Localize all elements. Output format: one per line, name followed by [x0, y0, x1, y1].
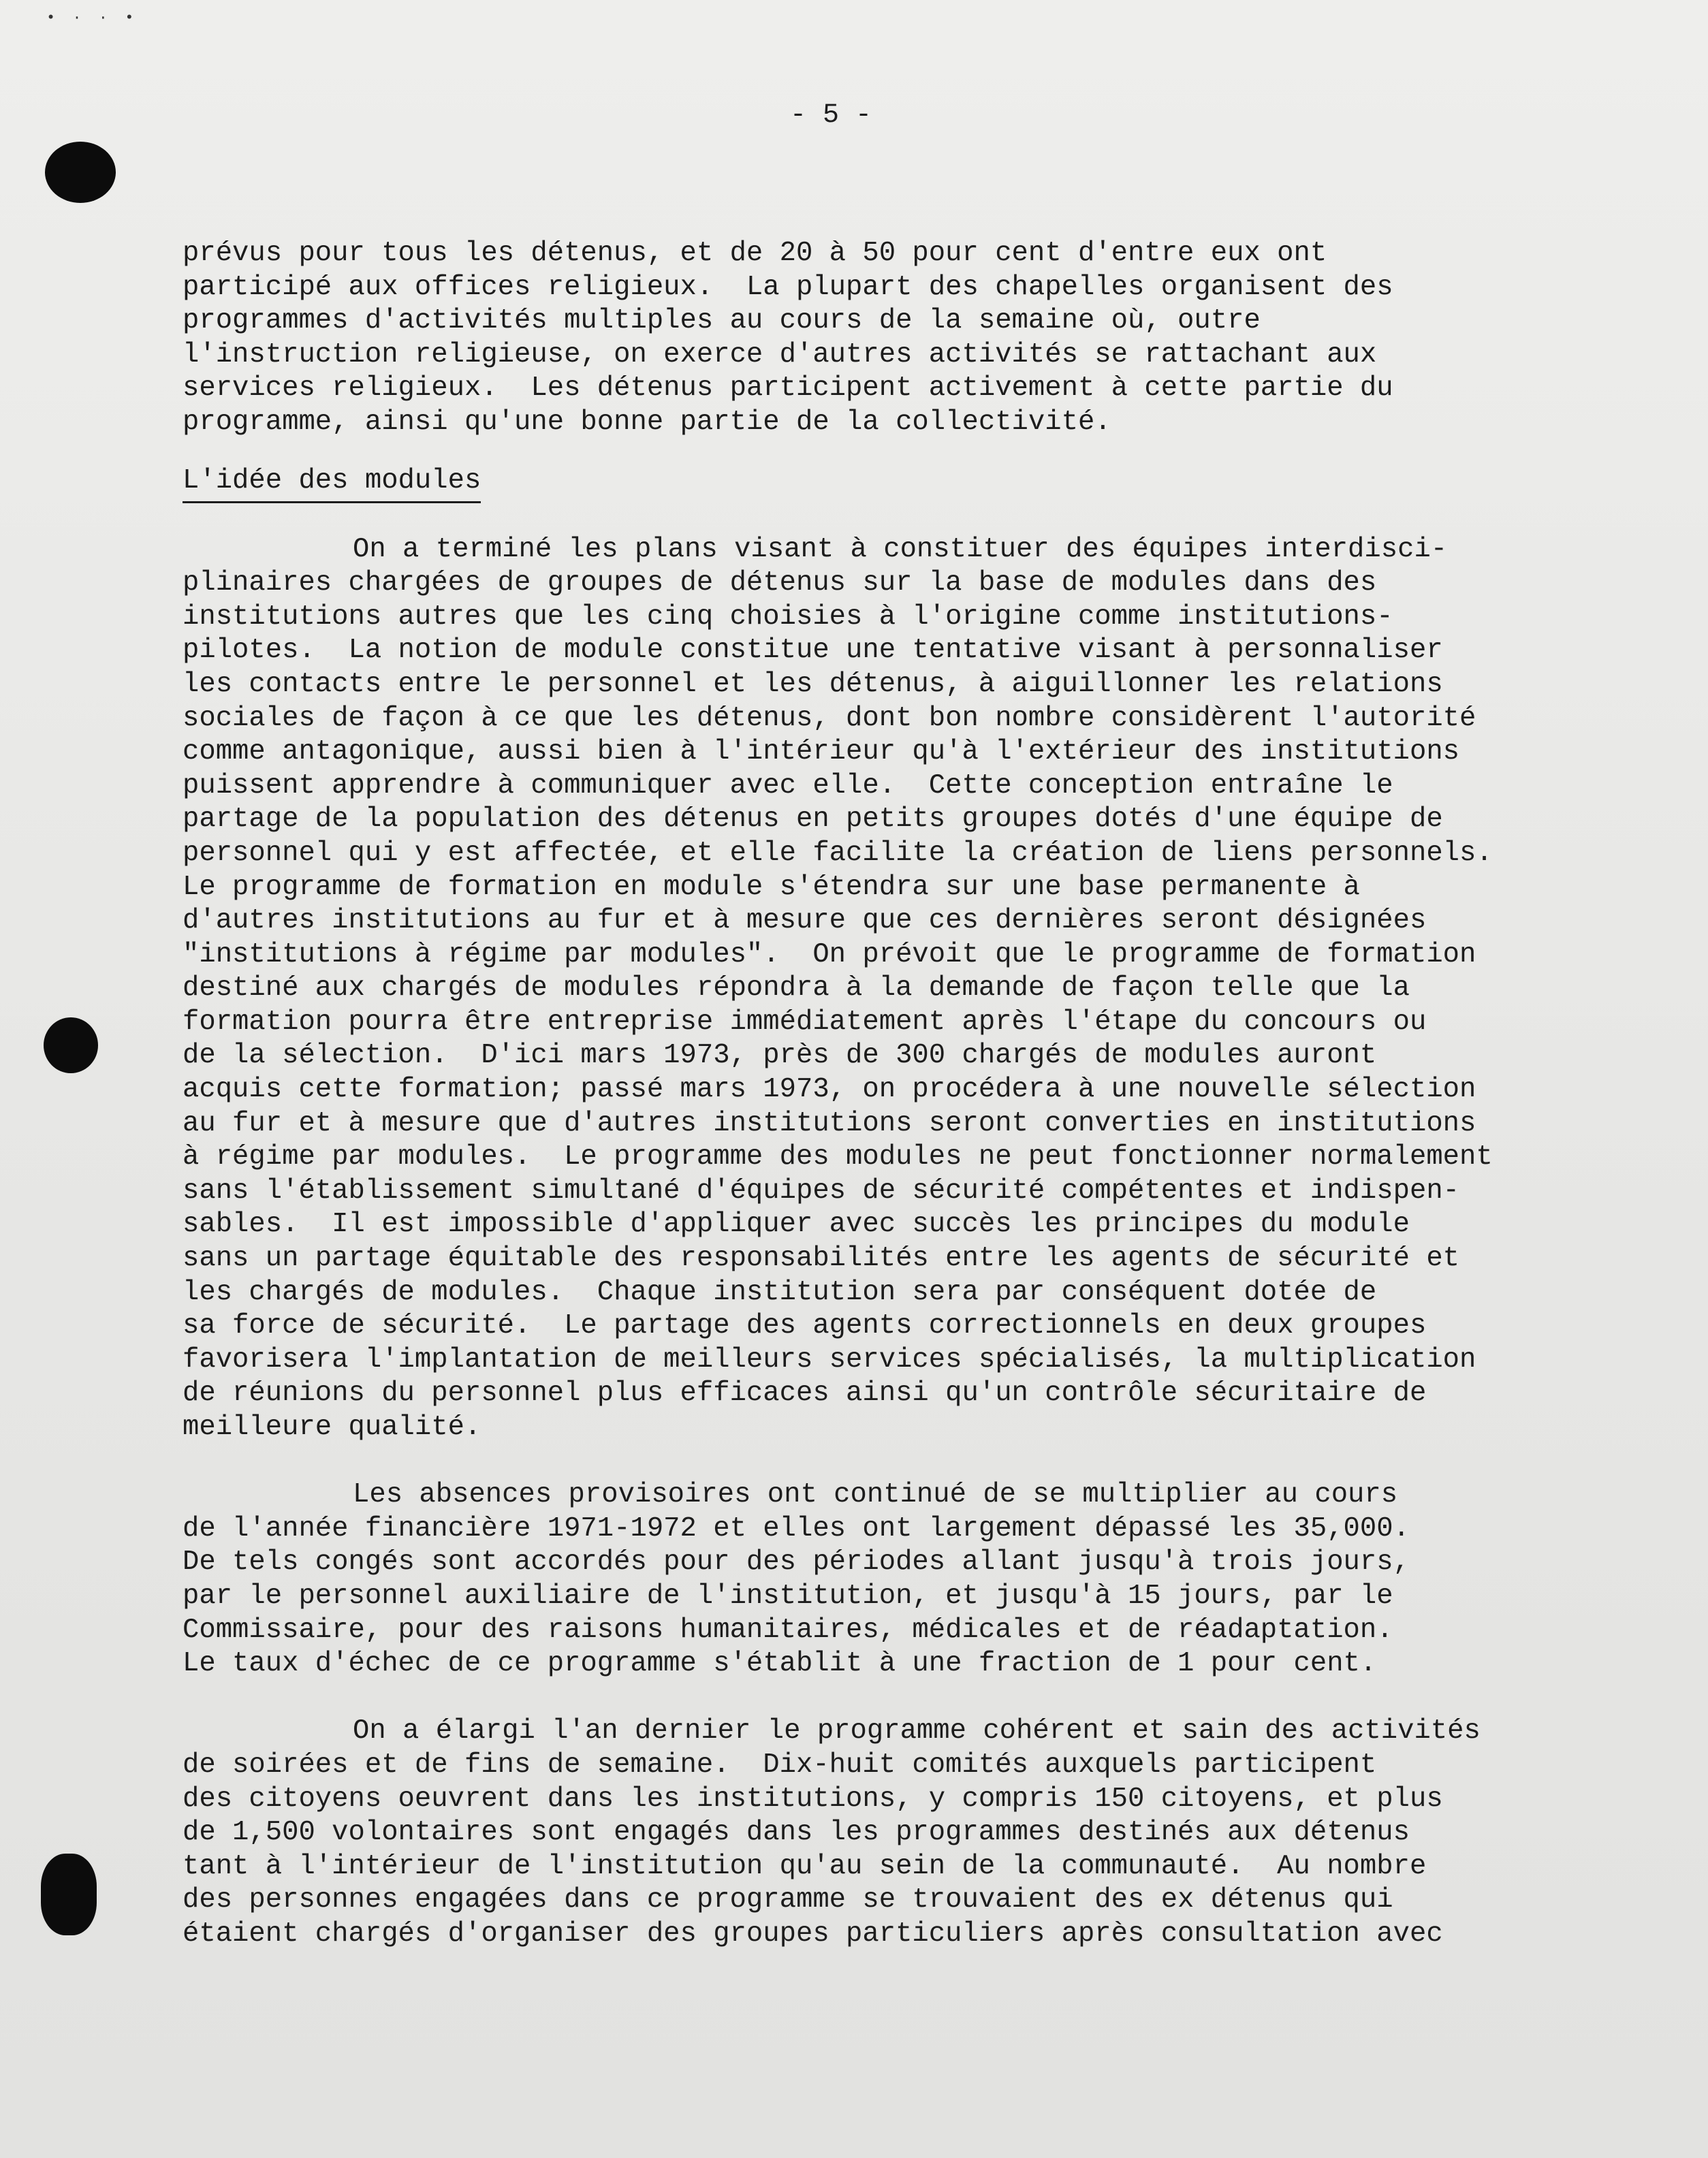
text-line: sables. Il est impossible d'appliquer avec succès les principes du module [183, 1209, 1410, 1241]
text-line: Le taux d'échec de ce programme s'établit à une fraction de 1 pour cent. [183, 1648, 1377, 1680]
binder-hole-bottom [41, 1854, 97, 1935]
absences-paragraph [183, 1478, 1545, 1681]
text-line: de 1,500 volontaires sont engagés dans les programmes destinés aux détenus [183, 1817, 1410, 1849]
text-line: Le programme de formation en module s'étendra sur une base permanente à [183, 871, 1360, 903]
section-heading: L'idée des modules [183, 463, 481, 503]
text-line: de soirées et de fins de semaine. Dix-huit comités auxquels participent [183, 1749, 1377, 1781]
text-line: personnel qui y est affectée, et elle facilite la création de liens personnels. [183, 837, 1493, 869]
text-line: les chargés de modules. Chaque institution sera par conséquent dotée de [183, 1276, 1377, 1308]
text-line: prévus pour tous les détenus, et de 20 à 50 pour cent d'entre eux ont [183, 238, 1327, 269]
binder-hole-top [45, 142, 116, 203]
text-line: acquis cette formation; passé mars 1973, on procédera à une nouvelle sélection [183, 1074, 1476, 1106]
text-line: favorisera l'implantation de meilleurs services spécialisés, la multiplication [183, 1344, 1476, 1376]
text-line: "institutions à régime par modules". On prévoit que le programme de formation [183, 938, 1476, 970]
paragraph-gap [183, 1445, 1545, 1479]
document-body [183, 237, 1545, 1952]
text-line: formation pourra être entreprise immédiatement après l'étape du concours ou [183, 1006, 1427, 1038]
text-line: des citoyens oeuvrent dans les institutions, y compris 150 citoyens, et plus [183, 1783, 1443, 1815]
text-line: sociales de façon à ce que les détenus, dont bon nombre considèrent l'autorité [183, 702, 1476, 734]
text-line: participé aux offices religieux. La plupart des chapelles organisent des [183, 271, 1393, 303]
text-line: comme antagonique, aussi bien à l'intérieur qu'à l'extérieur des institutions [183, 736, 1460, 768]
text-line: programmes d'activités multiples au cours de la semaine où, outre [183, 305, 1261, 337]
page-number: - 5 - [790, 100, 872, 131]
text-line: destiné aux chargés de modules répondra à la demande de façon telle que la [183, 972, 1410, 1004]
activities-paragraph [183, 1715, 1545, 1951]
text-line: au fur et à mesure que d'autres institutions seront converties en institutions [183, 1107, 1476, 1139]
text-line: On a terminé les plans visant à constituer des équipes interdisci- [353, 533, 1448, 565]
scan-specks: • · · • [46, 10, 138, 27]
text-line: de l'année financière 1971-1972 et elles ont largement dépassé les 35,000. [183, 1512, 1410, 1544]
binder-hole-middle [44, 1017, 98, 1073]
text-line: les contacts entre le personnel et les détenus, à aiguillonner les relations [183, 668, 1443, 700]
text-line: sa force de sécurité. Le partage des agents correctionnels en deux groupes [183, 1310, 1427, 1342]
text-line: à régime par modules. Le programme des modules ne peut fonctionner normalement [183, 1141, 1493, 1173]
text-line: On a élargi l'an dernier le programme cohérent et sain des activités [353, 1715, 1481, 1747]
text-line: plinaires chargées de groupes de détenus sur la base de modules dans des [183, 567, 1377, 599]
paragraph-gap [183, 1681, 1545, 1715]
text-line: de la sélection. D'ici mars 1973, près de 300 chargés de modules auront [183, 1040, 1377, 1072]
text-line: institutions autres que les cinq choisies à l'origine comme institutions- [183, 601, 1393, 633]
text-line: par le personnel auxiliaire de l'institution, et jusqu'à 15 jours, par le [183, 1580, 1393, 1612]
text-line: de réunions du personnel plus efficaces ainsi qu'un contrôle sécuritaire de [183, 1378, 1427, 1410]
intro-paragraph [183, 237, 1545, 440]
text-line: De tels congés sont accordés pour des périodes allant jusqu'à trois jours, [183, 1546, 1410, 1578]
text-line: Les absences provisoires ont continué de se multiplier au cours [353, 1479, 1398, 1511]
text-line: sans l'établissement simultané d'équipes de sécurité compétentes et indispen- [183, 1175, 1460, 1207]
text-line: services religieux. Les détenus participent activement à cette partie du [183, 372, 1393, 404]
text-line: sans un partage équitable des responsabilités entre les agents de sécurité et [183, 1243, 1460, 1275]
text-line: Commissaire, pour des raisons humanitaires, médicales et de réadaptation. [183, 1614, 1393, 1646]
text-line: tant à l'intérieur de l'institution qu'au sein de la communauté. Au nombre [183, 1850, 1427, 1882]
text-line: d'autres institutions au fur et à mesure que ces dernières seront désignées [183, 905, 1427, 937]
text-line: pilotes. La notion de module constitue une tentative visant à personnaliser [183, 635, 1443, 667]
text-line: puissent apprendre à communiquer avec elle. Cette conception entraîne le [183, 769, 1393, 802]
text-line: étaient chargés d'organiser des groupes particuliers après consultation avec [183, 1918, 1443, 1950]
text-line: l'instruction religieuse, on exerce d'autres activités se rattachant aux [183, 338, 1377, 370]
text-line: des personnes engagées dans ce programme se trouvaient des ex détenus qui [183, 1884, 1393, 1916]
modules-paragraph [183, 533, 1545, 1445]
text-line: programme, ainsi qu'une bonne partie de la collectivité. [183, 406, 1111, 438]
text-line: meilleure qualité. [183, 1412, 481, 1443]
text-line: partage de la population des détenus en petits groupes dotés d'une équipe de [183, 804, 1443, 836]
